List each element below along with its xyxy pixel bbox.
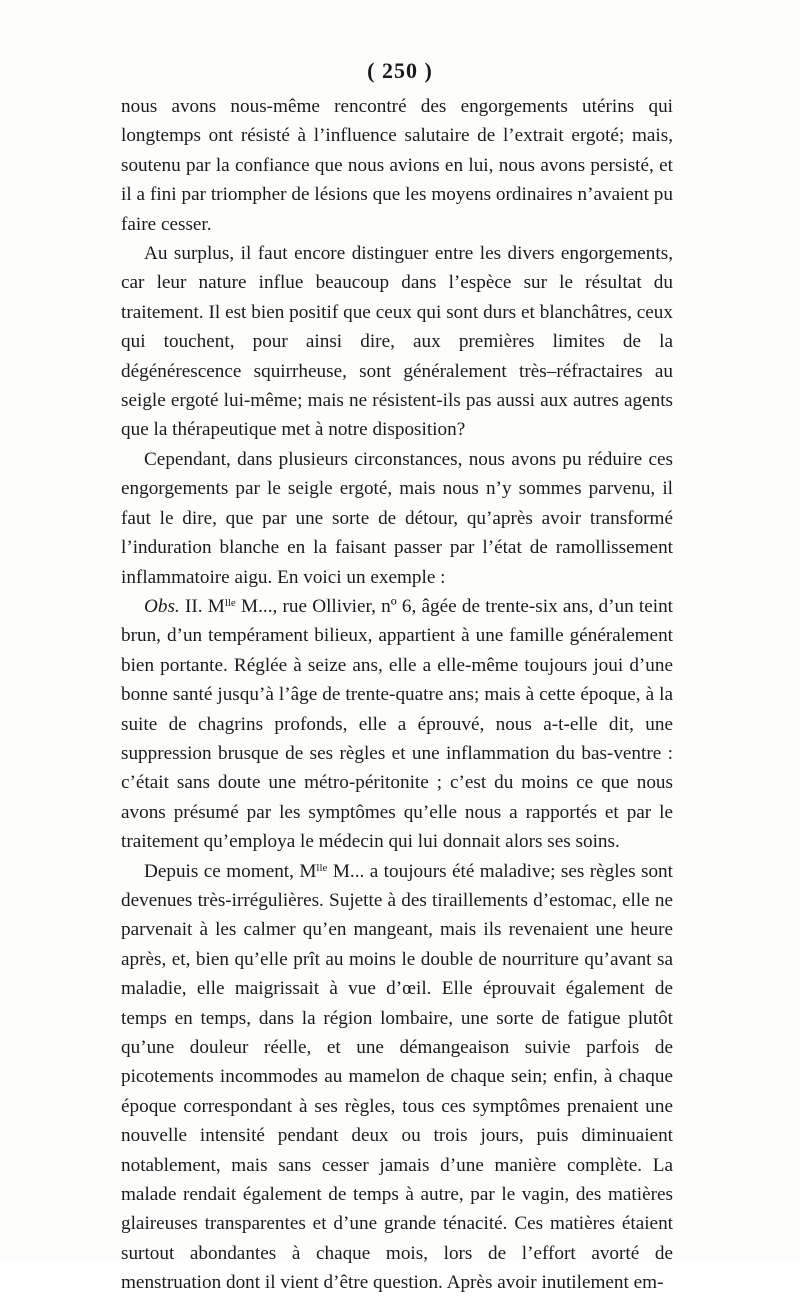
paragraph-4-text: M..., rue Ollivier, nº 6, âgée de trente-six ans, d’un teint brun, d’un tempérament bilieux, appartient à une famille généralement bien portante. Réglée à seize ans, elle a elle-même toujours joui d’une bonne santé jusqu’à l’âge de trente-quatre ans; mais à cette époque, à la suite de chagrins profonds, elle a éprouvé, nous a-t-elle dit, une suppression brusque de ses règles et une inflammation du bas-ventre : c’était sans doute une métro-péritonite ; c’est du moins ce que nous avons présumé par les symptômes qu’elle nous a rapportés et par le traitement qu’employa le médecin qui lui donnait alors ses soins. <box>121 595 674 853</box>
title-abbreviation-sup: lle <box>316 861 328 874</box>
observation-number: II. M <box>179 595 225 617</box>
title-abbreviation-sup: lle <box>224 596 236 609</box>
paragraph-3: Cependant, dans plusieurs circonstances, nous avons pu réduire ces engorgements par le seigle ergoté, mais nous n’y sommes parvenu, il faut le dire, que par une sorte de détour, qu’après avoir transformé l’induration blanche en la faisant passer par l’état de ramollissement inflammatoire aigu. En voici un exemple : <box>121 448 673 588</box>
page-number: ( 250 ) <box>367 58 433 83</box>
paragraph-1: nous avons nous-même rencontré des engorgements utérins qui longtemps ont résisté à l’influence salutaire de l’extrait ergoté; mais, soutenu par la confiance que nous avions en lui, nous avons persisté, et il a fini par triompher de lésions que les moyens ordinaires n’avaient pu faire cesser. <box>121 96 673 235</box>
paragraph-2: Au surplus, il faut encore distinguer entre les divers engorgements, car leur nature influe beaucoup dans l’espèce sur le résultat du traitement. Il est bien positif que ceux qui sont durs et blanchâtres, ceux qui touchent, pour ainsi dire, aux premières limites de la dégénérescence squirrheuse, sont généralement très–réfractaires au seigle ergoté lui-même; mais ne résistent-ils pas aussi aux autres agents que la thérapeutique met à notre disposition? <box>121 243 673 441</box>
paragraph-4-observation <box>121 592 673 857</box>
paragraph-5 <box>121 857 673 1298</box>
paragraph-5-lead: Depuis ce moment, M <box>144 860 317 882</box>
body-text <box>121 92 673 1298</box>
observation-label: Obs. <box>144 595 180 617</box>
paragraph-5-text: M... a toujours été maladive; ses règles sont devenues très-irrégulières. Sujette à des tiraillements d’estomac, elle ne parvenait à les calmer qu’en mangeant, mais ils revenaient une heure après, et, bien qu’elle prît au moins le double de nourriture qu’avant sa maladie, elle maigrissait à vue d’œil. Elle éprouvait également de temps en temps, dans la région lombaire, une sorte de fatigue plutôt qu’une douleur réelle, et une démangeaison suivie parfois de picotements incommodes au mamelon de chaque sein; enfin, à chaque époque correspondant à ses règles, tous ces symptômes prenaient une nouvelle intensité pendant deux ou trois jours, puis diminuaient notablement, mais sans cesser jamais d’une manière complète. La malade rendait également de temps à autre, par le vagin, des matières glaireuses transparentes et d’une grande ténacité. Ces matières étaient surtout abondantes à chaque mois, lors de l’effort avorté de menstruation dont il vient d’être question. Après avoir inutilement em- <box>121 860 673 1294</box>
